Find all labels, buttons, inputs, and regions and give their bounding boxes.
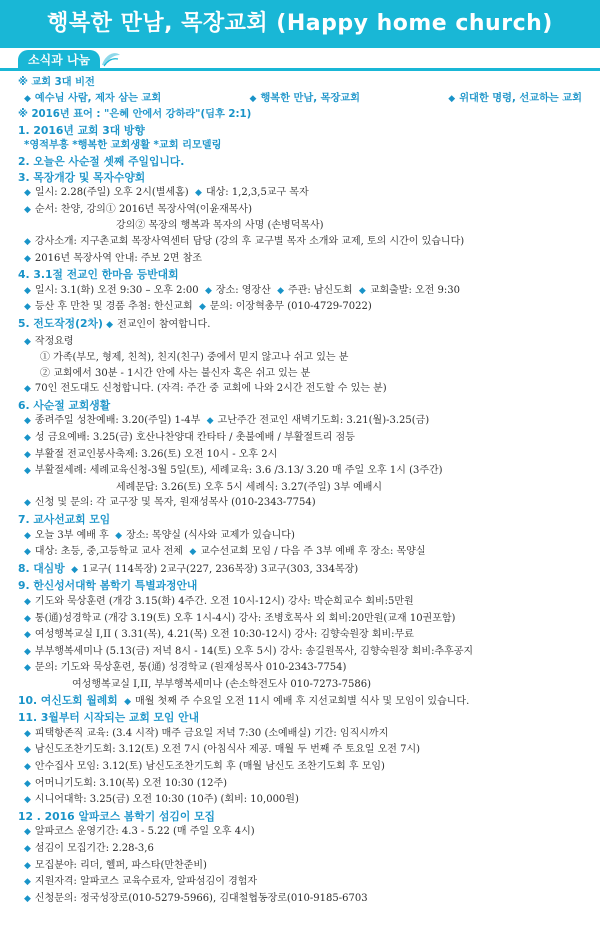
diamond-bullet-icon: ◆ [24,630,31,641]
diamond-bullet-icon: ◆ [24,302,31,313]
diamond-bullet-icon: ◆ [24,843,31,854]
section-9-item: ◆ 부부행복세미나 (5.13(금) 저녁 8시 - 14(토) 오후 5시) 강사: 송길원목사, 김향숙원장 회비:추후공지 [24,645,474,657]
diamond-bullet-icon: ◆ [24,530,31,541]
section-12-title: 12 . 2016 알파코스 봄학기 섬김이 모집 [18,809,215,823]
section-3-continuation: 강의② 목장의 행복과 목자의 사명 (손병덕목사) [116,220,324,232]
section-5-subitem: ① 가족(부모, 형제, 친척), 친지(친구) 중에서 믿지 않고나 쉬고 있는 분 [40,352,349,364]
section-5-title: 5. 전도작정(2차) [18,316,103,330]
vision-list [18,91,582,108]
bulletin-content [0,72,600,907]
section-1-title: 1. 2016년 교회 3대 방향 [18,123,145,137]
diamond-bullet-icon: ◆ [24,795,31,806]
section-9-item: ◆ 여성행복교실 I,II ( 3.31(목), 4.21(목) 오전 10:30-12시) 강사: 김향숙원장 회비:무료 [24,629,414,641]
diamond-bullet-icon: ◆ [24,728,31,739]
diamond-bullet-icon: ◆ [24,236,31,247]
diamond-bullet-icon: ◆ [24,188,31,199]
section-5-subitem: ② 교회에서 30분 - 1시간 안에 사는 불신자 혹은 쉬고 있는 분 [40,367,311,379]
section-6-title: 6. 사순절 교회생활 [18,398,111,412]
diamond-bullet-icon: ◆ [24,597,31,607]
section-3-item: ◆ 순서: 찬양, 강의① 2016년 목장사역(이윤재목사) [24,203,252,215]
vision-item: ◆ 행복한 만남, 목장교회 [249,92,360,104]
section-6-item: ◆ 부활절 전교인봉사축제: 3.26(토) 오전 10시 - 오후 2시 [24,448,278,460]
section-12-item: ◆ 섬김이 모집기간: 2.28-3,6 [24,842,154,854]
diamond-bullet-icon: ◆ [24,646,31,657]
section-6-item: ◆ 성 금요예배: 3.25(금) 호산나찬양대 칸타타 / 촛불예배 / 부활절트리 점등 [24,432,355,444]
page-banner [0,0,600,48]
section-tab-row [0,50,600,72]
diamond-bullet-icon: ◆ [24,449,31,460]
leaf-swirl-icon [100,51,122,69]
diamond-bullet-icon: ◆ [24,336,31,347]
section-3-item: ◆ 2016년 목장사역 안내: 주보 2면 참조 [24,252,202,264]
diamond-bullet-icon: ◆ [124,696,132,707]
section-6-item: ◆ 신청 및 문의: 각 교구장 및 목자, 원재성목사 (010-2343-7754) [24,497,316,509]
diamond-bullet-icon: ◆ [24,827,31,838]
diamond-bullet-icon: ◆ [106,319,114,330]
section-3-title: 3. 목장개강 및 목자수양회 [18,170,146,184]
vision-title: ※ 교회 3대 비전 [18,77,95,88]
section-6-item: ◆ 부활절세례: 세례교육신청-3월 5일(토), 세례교육: 3.6 /3.13/ 3.20 매 주일 오후 1시 (3주간) [24,465,443,477]
section-9-item: ◆ 문의: 기도와 묵상훈련, 통(通) 성경학교 (원재성목사 010-2343-7754) [24,662,347,674]
section-7-item: ◆ 오늘 3부 예배 후 ◆ 장소: 목양실 (식사와 교제가 있습니다) [24,529,295,541]
vision-item: ◆ 위대한 명령, 선교하는 교회 [448,92,582,104]
section-tab [18,50,100,71]
section-5-item: ◆ 70인 전도대도 신청합니다. (자격: 주간 중 교회에 나와 2시간 전도할 수 있는 분) [24,383,387,395]
section-9-continuation: 여성행복교실 I,II, 부부행복세미나 (손소학전도사 010-7273-7586) [72,678,372,690]
diamond-bullet-icon: ◆ [24,761,31,772]
vision-item: ◆ 예수님 사람, 제자 삼는 교회 [24,92,162,104]
diamond-bullet-icon: ◆ [249,93,257,104]
diamond-bullet-icon: ◆ [24,877,31,888]
section-7-item: ◆ 대상: 초등, 중,고등학교 교사 전체 ◆ 교수선교회 모임 / 다음 주 3부 예배 후 장소: 목양실 [24,546,426,558]
section-6-continuation: 세례문답: 3.26(토) 오후 5시 세례식: 3.27(주일) 3부 예배시 [116,481,383,493]
section-4-item: ◆ 일시: 3.1(화) 오전 9:30 – 오후 2:00 ◆ 장소: 영장산 ◆ 주관: 남신도회 ◆ 교회출발: 오전 9:30 [24,284,460,296]
section-12-item: ◆ 신청문의: 정국성장로(010-5279-5966), 김대철협동장로(010-9185-6703 [24,892,368,904]
diamond-bullet-icon: ◆ [24,860,31,871]
diamond-bullet-icon: ◆ [24,93,31,104]
diamond-bullet-icon: ◆ [24,253,31,264]
diamond-bullet-icon: ◆ [277,285,285,296]
section-11-item: ◆ 어머니기도회: 3.10(목) 오전 10:30 (12주) [24,777,228,789]
diamond-bullet-icon: ◆ [24,613,31,624]
section-4-item: ◆ 등산 후 만찬 및 경품 추첨: 한신교회 ◆ 문의: 이장혁총무 (010-4729-7022) [24,301,372,313]
section-12-item: ◆ 알파코스 운영기간: 4.3 - 5.22 (매 주일 오후 4시) [24,826,255,838]
section-7-title: 7. 교사선교회 모임 [18,513,111,527]
diamond-bullet-icon: ◆ [24,466,31,477]
diamond-bullet-icon: ◆ [206,416,214,427]
diamond-bullet-icon: ◆ [198,302,206,313]
diamond-bullet-icon: ◆ [24,663,31,674]
section-2-title: 2. 오늘은 사순절 셋째 주일입니다. [18,154,185,168]
section-8-header: 8. 대심방 ◆ 1교구( 114목장) 2교구(227, 236목장) 3교구(303, 334목장) [18,561,359,575]
diamond-bullet-icon: ◆ [24,778,31,789]
section-10-title: 10. 여신도회 월례회 [18,693,118,707]
section-3-item: ◆ 강사소개: 지구촌교회 목장사역센터 담당 (강의 후 교구별 목자 소개와 교제, 토의 시간이 있습니다) [24,235,465,247]
section-5-header: 5. 전도작정(2차) ◆ 전교인이 참여합니다. [18,316,211,330]
banner-title: 행복한 만남, 목장교회 (Happy home church) [47,11,553,36]
diamond-bullet-icon: ◆ [448,93,456,104]
section-11-item: ◆ 시니어대학: 3.25(금) 오전 10:30 (10주) (회비: 10,000원) [24,794,299,806]
diamond-bullet-icon: ◆ [71,564,79,575]
section-12-item: ◆ 모집분야: 리더, 헬퍼, 파스타(만찬준비) [24,859,207,871]
year-motto: ※ 2016년 표어 : "은혜 안에서 강하라"(딤후 2:1) [18,109,252,121]
diamond-bullet-icon: ◆ [204,285,212,296]
diamond-bullet-icon: ◆ [189,547,197,558]
section-8-title: 8. 대심방 [18,561,65,575]
diamond-bullet-icon: ◆ [24,285,31,296]
section-9-item: ◆ 기도와 묵상훈련 (개강 3.15(화) 4주간. 오전 10시-12시) 강사: 박순희교수 회비:5만원 [24,596,414,607]
section-tab-label: 소식과 나눔 [28,53,91,67]
section-10-header: 10. 여신도회 월례회 ◆ 매월 첫째 주 수요일 오전 11시 예배 후 지선교회별 식사 및 모임이 있습니다. [18,693,470,707]
section-11-title: 11. 3월부터 시작되는 교회 모임 안내 [18,711,200,725]
diamond-bullet-icon: ◆ [24,745,31,756]
diamond-bullet-icon: ◆ [24,498,31,509]
section-6-item: ◆ 종려주일 성찬예배: 3.20(주일) 1-4부 ◆ 고난주간 전교인 새벽기도회: 3.21(월)-3.25(금) [24,415,430,427]
diamond-bullet-icon: ◆ [24,384,31,395]
section-5-item: ◆ 작정요령 [24,335,74,347]
diamond-bullet-icon: ◆ [24,893,31,904]
diamond-bullet-icon: ◆ [358,285,366,296]
diamond-bullet-icon: ◆ [115,530,123,541]
section-4-title: 4. 3.1절 전교인 한마음 등반대회 [18,268,179,282]
section-1-line: *영적부흥 *행복한 교회생활 *교회 리모델링 [24,140,222,152]
section-11-item: ◆ 안수집사 모임: 3.12(토) 남신도조찬기도회 후 (매월 남신도 조찬기도회 후 모임) [24,760,385,772]
section-9-title: 9. 한신성서대학 봄학기 특별과정안내 [18,579,198,593]
diamond-bullet-icon: ◆ [195,188,202,199]
section-12-item: ◆ 지원자격: 알파코스 교육수료자, 알파섬김이 경험자 [24,876,258,888]
section-3-item: ◆ 일시: 2.28(주일) 오후 2시(별세홈) ◆ 대상: 1,2,3,5교구 목자 [24,187,309,199]
diamond-bullet-icon: ◆ [24,433,31,444]
diamond-bullet-icon: ◆ [24,547,31,558]
section-11-item: ◆ 남신도조찬기도회: 3.12(토) 오전 7시 (아침식사 제공. 매월 두 번째 주 토요일 오전 7시) [24,744,421,756]
section-11-item: ◆ 피택항존직 교육: (3.4 시작) 매주 금요일 저녁 7:30 (소예배실) 기간: 임직시까지 [24,727,389,739]
diamond-bullet-icon: ◆ [24,204,31,215]
section-9-item: ◆ 통(通)성경학교 (개강 3.19(토) 오후 1시-4시) 강사: 조병호목사 외 회비:20만원(교재 10권포함) [24,612,456,624]
diamond-bullet-icon: ◆ [24,416,31,427]
